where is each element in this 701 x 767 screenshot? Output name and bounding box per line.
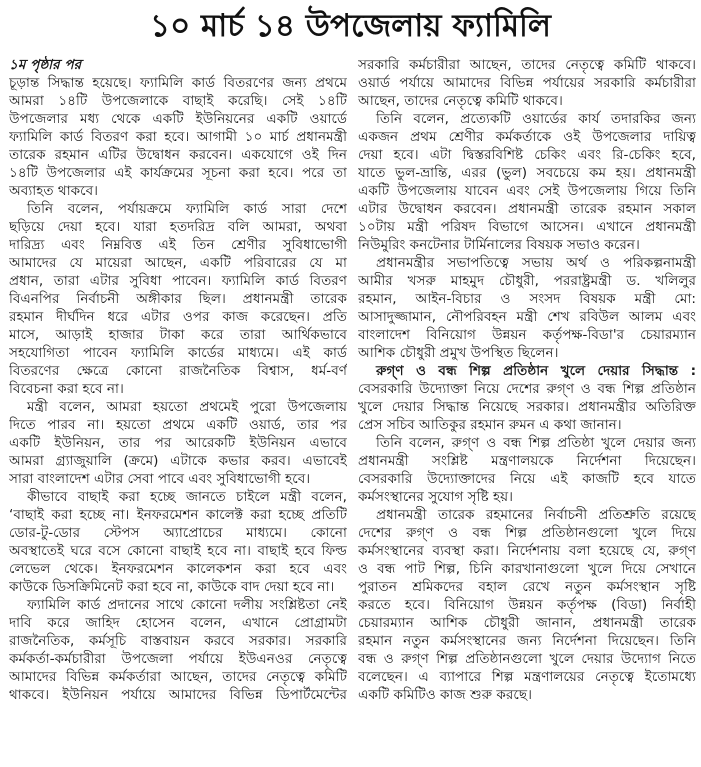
text-line: আশিক চৌধুরী প্রমুখ উপস্থিত ছিলেন।: [358, 345, 559, 361]
text-line: কর্মসংস্থানের ব্যবস্থা করা। নির্দেশনায় বলা হয়েছে যে, রুগ্ণ: [358, 543, 696, 559]
text-line: করতে হবে। বিনিয়োগ উন্নয়ন কর্তৃপক্ষ (বিডা) নির্বাহী: [358, 597, 696, 613]
text-line: বলেছেন। এ ব্যাপারে শিল্প মন্ত্রণালয়ের নেতৃত্বে ইতোমধ্যে: [358, 669, 696, 685]
article-paragraph: [358, 110, 696, 254]
text-line: লেভেল থেকে। ইনফরমেশন কালেকশন করা হবে এবং: [9, 561, 347, 577]
text-line: আসাদুজ্জামান, নৌপরিবহন মন্ত্রী শেখ রবিউল আলম এবং: [358, 309, 696, 325]
left-paragraphs: [9, 74, 347, 704]
text-line: সারা বাংলাদেশ এটার সেবা পাবে এবং সুবিধাভোগী হবে।: [9, 471, 311, 487]
text-line: অব্যাহত থাকবে।: [9, 183, 99, 199]
text-line: ফ্যামিলি কার্ড প্রদানের সাথে কোনো দলীয় সংশ্লিষ্টতা নেই: [27, 597, 347, 613]
text-line: ও বন্ধ পাট শিল্প, চিনি কারখানাগুলো খুলে দিয়ে সেখানে: [358, 561, 696, 577]
text-line: প্রধানমন্ত্রী তারেক রহমানের নির্বাচনী প্রতিশ্রুতি রয়েছে: [376, 507, 696, 523]
article-column-right: [358, 56, 696, 704]
text-line: আমাদের বিভিন্ন কর্মকর্তারা আছেন, তাদের নেতৃত্বে কমিটি: [9, 669, 347, 685]
text-line: বাংলাদেশ বিনিয়োগ উন্নয়ন কর্তৃপক্ষ-বিডা'র চেয়ারম্যান: [358, 327, 696, 343]
text-line: এটার উদ্বোধন করবেন। প্রধানমন্ত্রী তারেক রহমান সকাল: [358, 201, 696, 217]
article-paragraph: [9, 74, 347, 200]
text-line: আমাদের যে মায়েরা আছেন, একটি পরিবারের যে মা: [9, 255, 347, 271]
text-line: কীভাবে বাছাই করা হচ্ছে জানতে চাইলে মন্ত্রী বলেন,: [27, 489, 347, 505]
article-paragraph: [358, 254, 696, 362]
text-line: বিএনপির নির্বাচনী অঙ্গীকার ছিল। প্রধানমন্ত্রী তারেক: [9, 291, 347, 307]
headline: ১০ মার্চ ১৪ উপজেলায় ফ্যামিলি: [149, 8, 552, 44]
text-line: কর্মসংস্থানের সুযোগ সৃষ্টি হয়।: [358, 489, 513, 505]
article-paragraph: [9, 398, 347, 488]
text-line: সরকারি কর্মচারীরা আছেন, তাদের নেতৃত্বে কমিটি থাকবে।: [358, 57, 696, 73]
text-line: দারিদ্র্য এবং নিম্নবিত্ত এই তিন শ্রেণীর সুবিধাভোগী: [9, 237, 347, 253]
article-paragraph: [358, 434, 696, 506]
text-line: ডোর-টু-ডোর স্টেপস অ্যাপ্রোচের মাধ্যমে। কোনো: [9, 525, 347, 541]
text-line: ১৪টি উপজেলার এই কার্যক্রমের সূচনা করা হবে। পরে তা: [9, 165, 347, 181]
text-line: ফ্যামিলি কার্ড বিতরণ করা হবে। আগামী ১০ মার্চ প্রধানমন্ত্রী: [9, 129, 347, 145]
text-line: রুগ্ণ ও বন্ধ শিল্প প্রতিষ্ঠান খুলে দেয়ার সিদ্ধান্ত :: [376, 363, 696, 379]
text-line: থাকবে। ইউনিয়ন পর্যায়ে আমাদের বিভিন্ন ডিপার্টমেন্টের: [9, 687, 347, 703]
text-line: ১০টায় মন্ত্রী পরিষদ বিভাগে আসেন। এখানে প্রধানমন্ত্রী: [358, 219, 696, 235]
text-line: বন্ধ ও রুগ্ণ শিল্প প্রতিষ্ঠানগুলো খুলে দেয়ার উদ্যোগ নিতে: [358, 651, 696, 667]
text-line: পুরাতন শ্রমিকদের বহাল রেখে নতুন কর্মসংস্থান সৃষ্টি: [358, 579, 696, 595]
text-line: মাসে, আড়াই হাজার টাকা করে তারা আর্থিকভাবে: [9, 327, 347, 343]
article-paragraph: [358, 56, 696, 110]
article-paragraph: [358, 380, 696, 434]
article-paragraph: [9, 596, 347, 704]
text-line: একজন প্রথম শ্রেণীর কর্মকর্তাকে ওই উপজেলার দায়িত্ব: [358, 129, 696, 145]
text-line: খুলে দেয়ার সিদ্ধান্ত নিয়েছে সরকার। প্রধানমন্ত্রীর অতিরিক্ত: [358, 399, 696, 415]
text-line: দাবি করে জাহিদ হোসেন বলেন, এখানে প্রোগ্রামটা: [9, 615, 347, 631]
text-line: অবস্থাতেই ঘরে বসে কোনো বাছাই হবে না। বাছাই হবে ফিল্ড: [9, 543, 347, 559]
text-line: যাতে ভুল-ভ্রান্তি, এরর (ভুল) সবচেয়ে কম হয়। প্রধানমন্ত্রী: [358, 165, 696, 181]
text-line: দেয়া হবে। এটা দ্বিস্তরবিশিষ্ট চেকিং এবং রি-চেকিং হবে,: [358, 147, 696, 163]
text-line: বেসরকারি উদ্যোক্তাদের নিয়ে এই কাজটি হবে যাতে: [358, 471, 696, 487]
right-paragraphs: [358, 56, 696, 704]
text-line: একটি উপজেলায় যাবেন এবং সেই উপজেলায় গিয়ে তিনি: [358, 183, 696, 199]
article-column-left: [9, 56, 347, 704]
text-line: চূড়ান্ত সিদ্ধান্ত হয়েছে। ফ্যামিলি কার্ড বিতরণের জন্য প্রথমে: [9, 75, 347, 91]
text-line: একটি ইউনিয়ন, তার পর আরেকটি ইউনিয়ন এভাবে: [9, 435, 347, 451]
text-line: একটি কমিটিও কাজ শুরু করছে।: [358, 687, 532, 703]
text-line: চেয়ারম্যান আশিক চৌধুরী জানান, প্রধানমন্ত্রী তারেক: [358, 615, 696, 631]
text-line: তিনি বলেন, রুগ্ণ ও বন্ধ শিল্প প্রতিষ্ঠা খুলে দেয়ার জন্য: [376, 435, 696, 451]
text-line: কর্মকর্তা-কর্মচারীরা উপজেলা পর্যায়ে ইউএনওর নেতৃত্বে: [9, 651, 347, 667]
text-line: তিনি বলেন, প্রত্যেকটি ওয়ার্ডের কার্য তদারকির জন্য: [376, 111, 696, 127]
text-line: আমীর খসরু মাহমুদ চৌধুরী, পররাষ্ট্রমন্ত্রী ড. খলিলুর: [358, 273, 696, 289]
text-line: প্রধান, তারা এটার সুবিধা পাবেন। ফ্যামিলি কার্ড বিতরণ: [9, 273, 347, 289]
section-subheading: [358, 362, 696, 380]
text-line: রহমান দীর্ঘদিন ধরে এটার ওপর কাজ করেছেন। প্রতি: [9, 309, 347, 325]
text-line: বেসরকারি উদ্যোক্তা নিয়ে দেশের রুগ্ণ ও বন্ধ শিল্প প্রতিষ্ঠান: [358, 381, 696, 397]
text-line: আছেন, তাদের নেতৃত্বে কমিটি থাকবে।: [358, 93, 563, 109]
text-line: প্রেস সচিব আতিকুর রহমান রুমন এ কথা জানান।: [358, 417, 622, 433]
text-line: মন্ত্রী বলেন, আমরা হয়তো প্রথমেই পুরো উপজেলায়: [27, 399, 347, 415]
text-line: নিউমুরিং কনটেনার টার্মিনালের বিষয়ক সভাও করেন।: [358, 237, 640, 253]
text-line: প্রধানমন্ত্রীর সভাপতিত্বে সভায় অর্থ ও পরিকল্পনামন্ত্রী: [376, 255, 696, 271]
continuation-kicker: ১ম পৃষ্ঠার পর: [9, 57, 82, 73]
text-line: আমরা গ্র্যাজুয়ালি (ক্রমে) এটাকে কভার করব। এভাবেই: [9, 453, 347, 469]
article-paragraph: [358, 506, 696, 704]
text-line: উপজেলার মধ্য থেকে একটি ইউনিয়নের একটি ওয়ার্ডে: [9, 111, 347, 127]
text-line: বিবেচনা করা হবে না।: [9, 381, 124, 397]
text-line: দিতে পারব না। হয়তো প্রথমে একটি ওয়ার্ড, তার পর: [9, 417, 347, 433]
text-line: ‘বাছাই করা হচ্ছে না। ইনফরমেশন কালেক্ট করা হচ্ছে প্রতিটি: [9, 507, 347, 523]
article-paragraph: [9, 200, 347, 398]
text-line: রাজনৈতিক, কর্মসূচি বাস্তবায়ন করবে সরকার। সরকারি: [9, 633, 347, 649]
text-line: ছড়িয়ে দেয়া হবে। যারা হতদরিদ্র বলি আমরা, অথবা: [9, 219, 347, 235]
text-line: তিনি বলেন, পর্যায়ক্রমে ফ্যামিলি কার্ড সারা দেশে: [27, 201, 347, 217]
text-line: রহমান, আইন-বিচার ও সংসদ বিষয়ক মন্ত্রী মো:: [358, 291, 696, 307]
text-line: সহযোগিতা পাবেন ফ্যামিলি কার্ডের মাধ্যমে। এই কার্ড: [9, 345, 347, 361]
text-line: প্রধানমন্ত্রী সংশ্লিষ্ট মন্ত্রণালয়কে নির্দেশনা দিয়েছেন।: [358, 453, 696, 469]
text-line: আমরা ১৪টি উপজেলাকে বাছাই করেছি। সেই ১৪টি: [9, 93, 347, 109]
text-line: রহমান নতুন কর্মসংস্থানের জন্য নির্দেশনা দিয়েছেন। তিনি: [358, 633, 696, 649]
article-paragraph: [9, 488, 347, 596]
text-line: তারেক রহমান এটির উদ্বোধন করবেন। একযোগে ওই দিন: [9, 147, 347, 163]
text-line: কাউকে ডিসক্রিমিনেট করা হবে না, কাউকে বাদ দেয়া হবে না।: [9, 579, 335, 595]
text-line: দেশের রুগ্ণ ও বন্ধ শিল্প প্রতিষ্ঠানগুলো খুলে দিয়ে: [358, 525, 696, 541]
text-line: বিতরণের ক্ষেত্রে কোনো রাজনৈতিক বিশ্বাস, ধর্ম-বর্ণ: [9, 363, 347, 379]
text-line: ওয়ার্ড পর্যায়ে আমাদের বিভিন্ন পর্যায়ের সরকারি কর্মচারীরা: [358, 75, 696, 91]
